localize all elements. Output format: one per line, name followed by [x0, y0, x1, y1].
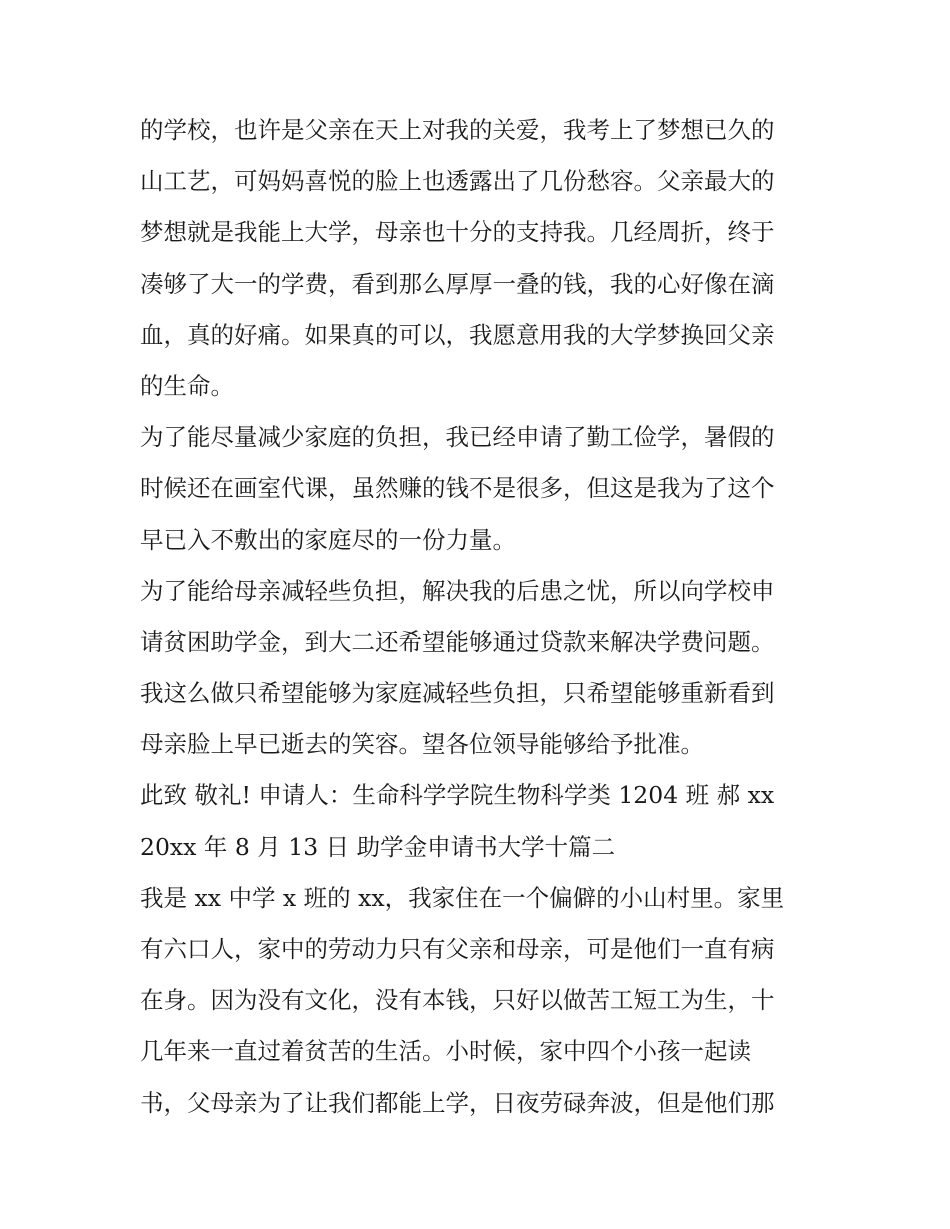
text-line: 请贫困助学金，到大二还希望能够通过贷款来解决学费问题。 [140, 627, 775, 656]
text-line: 我这么做只希望能够为家庭减轻些负担，只希望能够重新看到 [140, 679, 775, 708]
text-line: 母亲脸上早已逝去的笑容。望各位领导能够给予批准。 [140, 730, 704, 759]
text-line: 时候还在画室代课，虽然赚的钱不是很多，但这是我为了这个 [140, 474, 775, 503]
text-line: 山工艺，可妈妈喜悦的脸上也透露出了几份愁容。父亲最大的 [140, 167, 775, 196]
text-line: 的生命。 [140, 371, 234, 400]
text-line: 有六口人，家中的劳动力只有父亲和母亲，可是他们一直有病 [140, 935, 775, 963]
body-text [140, 105, 820, 1129]
text-line: 在身。因为没有文化，没有本钱，只好以做苦工短工为生，十 [140, 986, 775, 1015]
text-line: 血，真的好痛。如果真的可以，我愿意用我的大学梦换回父亲 [140, 320, 775, 349]
text-line: 此致 敬礼! 申请人：生命科学学院生物科学类 1204 班 郝 xx [140, 781, 775, 810]
text-line: 几年来一直过着贫苦的生活。小时候，家中四个小孩一起读 [140, 1037, 751, 1066]
text-line: 为了能尽量减少家庭的负担，我已经申请了勤工俭学，暑假的 [140, 423, 775, 452]
text-line: 书，父母亲为了让我们都能上学，日夜劳碌奔波，但是他们那 [140, 1088, 775, 1117]
text-line: 我是 xx 中学 x 班的 xx，我家住在一个偏僻的小山村里。家里 [140, 883, 785, 912]
text-line: 梦想就是我能上大学，母亲也十分的支持我。几经周折，终于 [140, 218, 775, 247]
text-line: 的学校，也许是父亲在天上对我的关爱，我考上了梦想已久的 [140, 116, 775, 144]
text-line: 凑够了大一的学费，看到那么厚厚一叠的钱，我的心好像在滴 [140, 269, 775, 298]
text-line: 为了能给母亲减轻些负担，解决我的后患之忧，所以向学校申 [140, 576, 775, 605]
text-line: 20xx 年 8 月 13 日 助学金申请书大学十篇二 [140, 832, 616, 861]
text-line: 早已入不敷出的家庭尽的一份力量。 [140, 525, 516, 554]
